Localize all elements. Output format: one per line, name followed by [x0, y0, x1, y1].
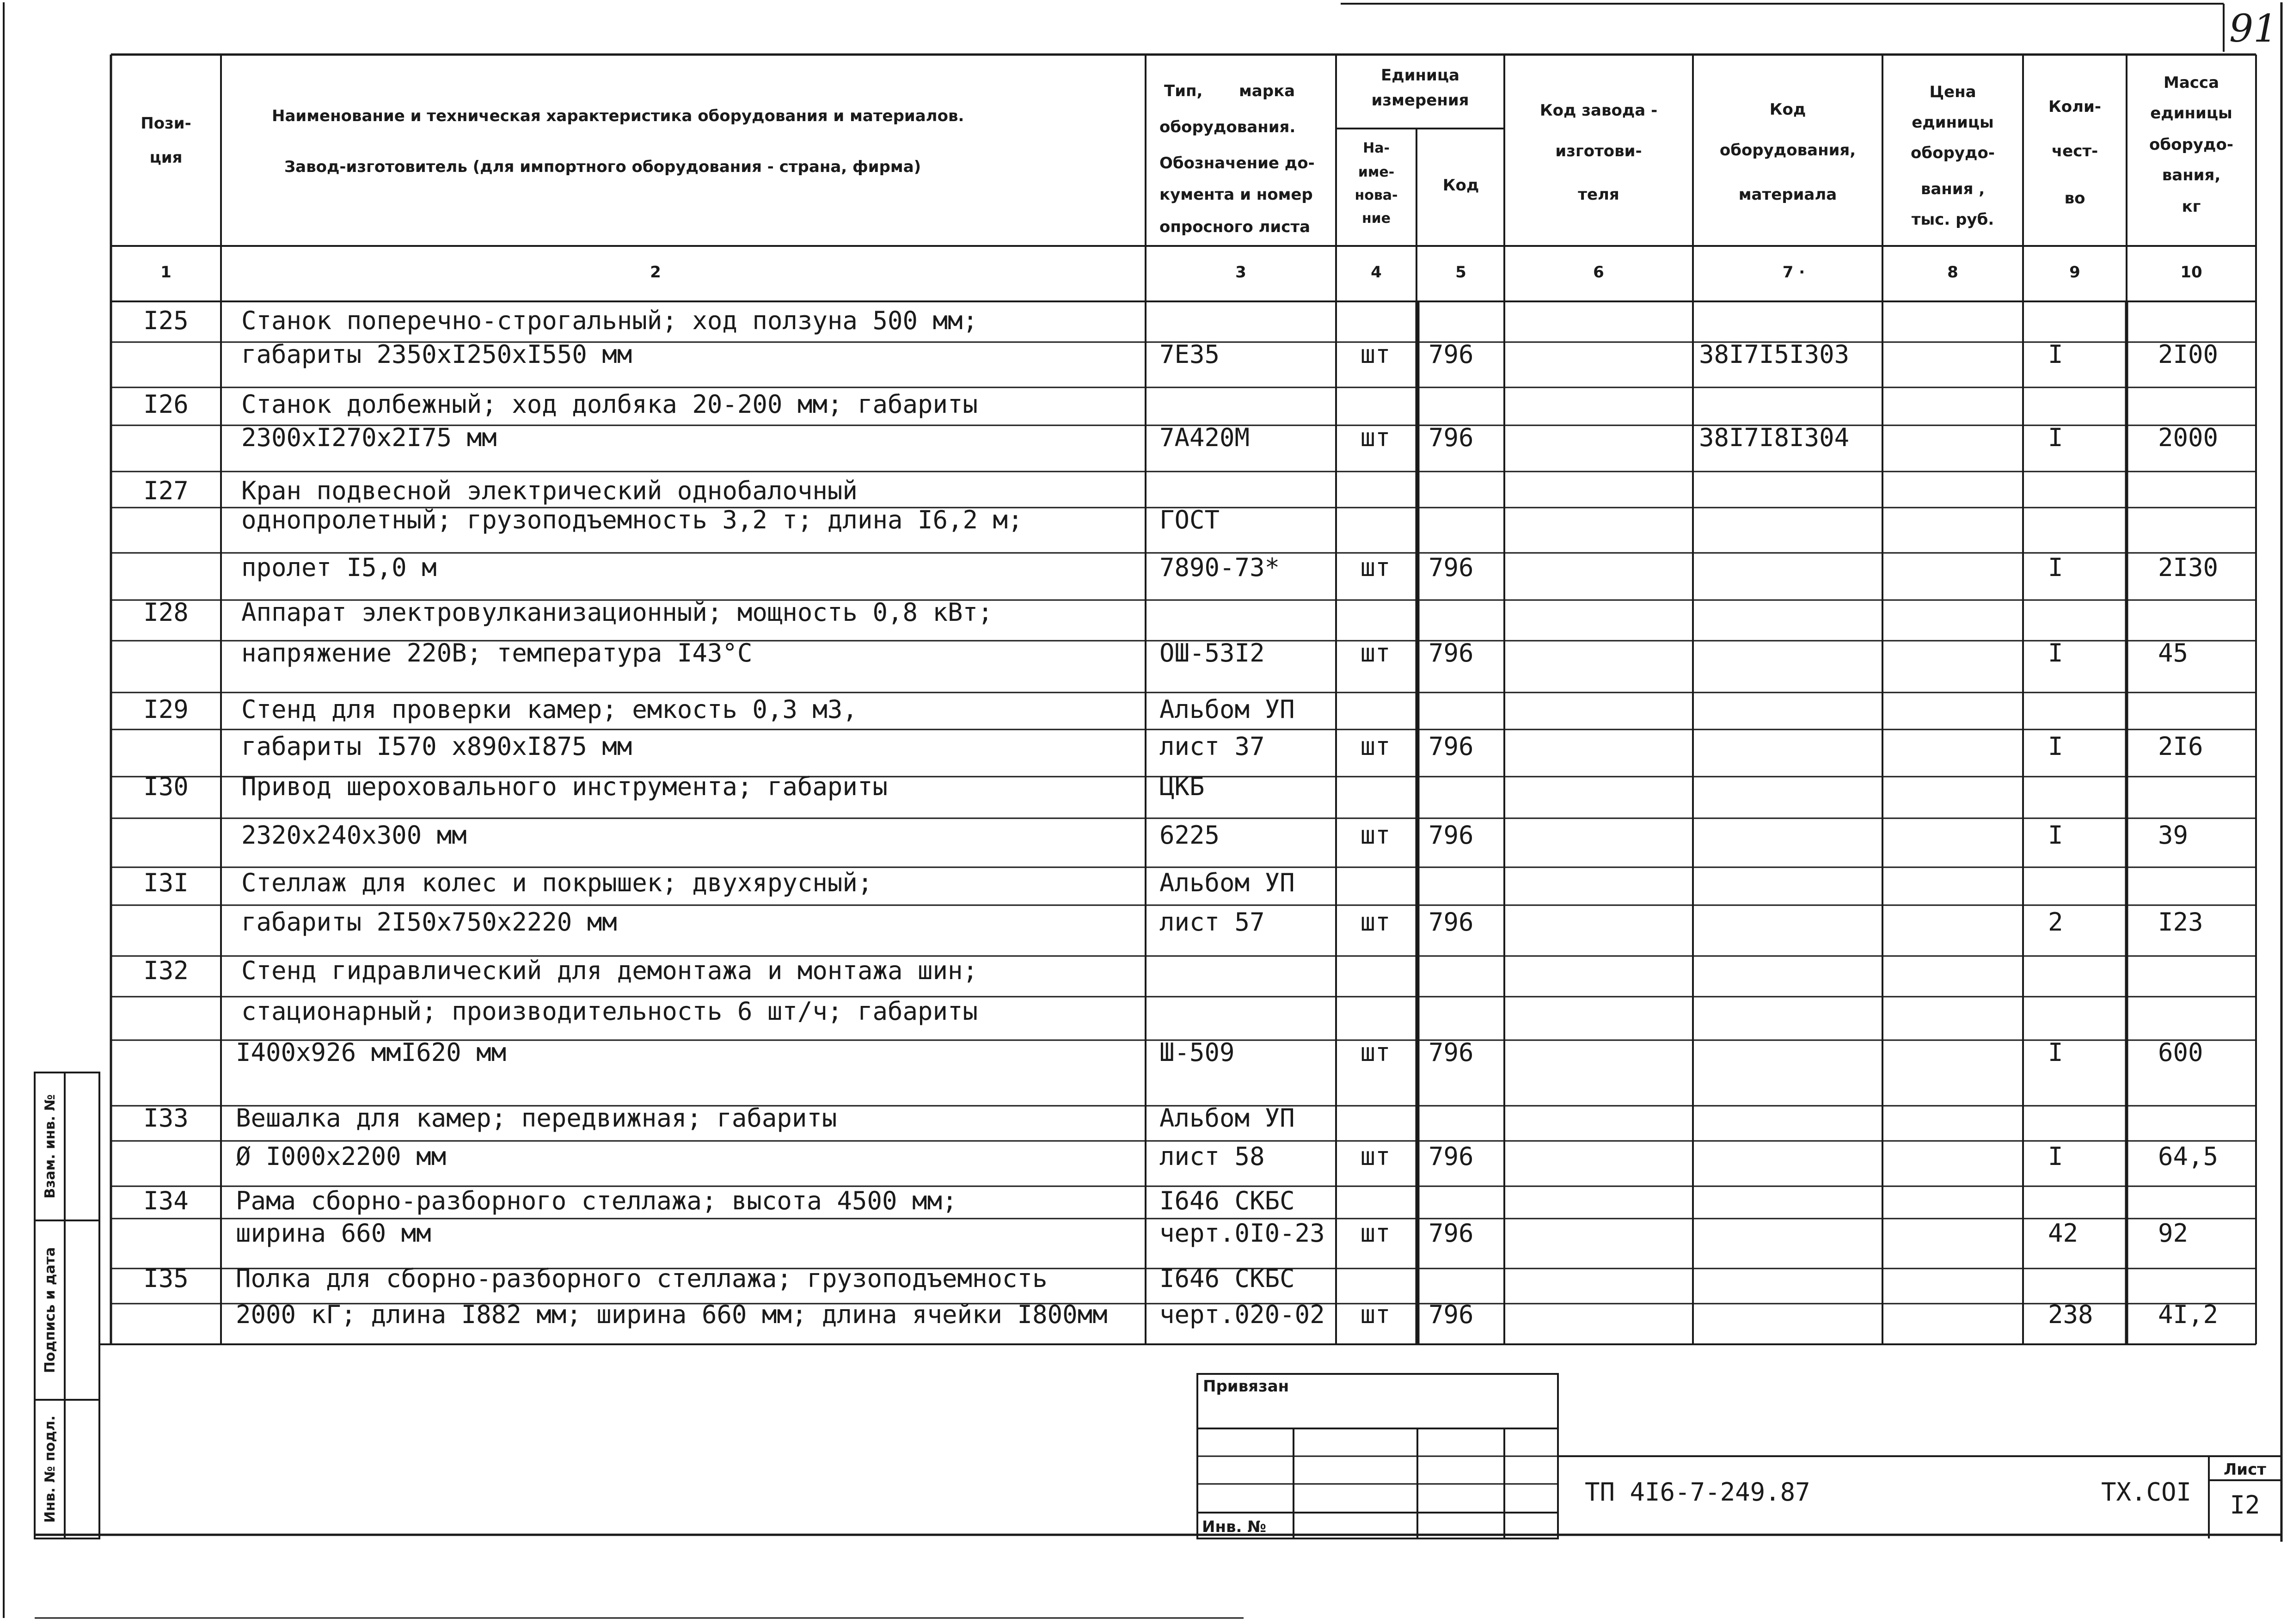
cell-code: 796 [1429, 423, 1474, 452]
cell-name: стационарный; производительность 6 шт/ч; габариты [241, 997, 978, 1026]
cell-unit: шт [1360, 1300, 1391, 1329]
table-row [143, 476, 858, 505]
cell-unit: шт [1360, 1038, 1391, 1067]
cell-type: 6225 [1159, 821, 1220, 850]
cell-unit: шт [1360, 340, 1391, 369]
cell-type: Альбом УП [1159, 1103, 1295, 1133]
colnum-8: 8 [1947, 263, 1958, 282]
header-col6-line3: теля [1578, 185, 1619, 204]
cell-mass: 2000 [2158, 423, 2219, 452]
side-stamp-signature-date: Подпись и дата [42, 1247, 58, 1373]
stamp-inv-no: Инв. № [1202, 1518, 1267, 1536]
cell-name: Аппарат электровулканизационный; мощность 0,8 кВт; [241, 598, 993, 627]
cell-name: Рама сборно-разборного стеллажа; высота 4500 мм; [236, 1186, 957, 1215]
header-col7-line1: Код [1769, 100, 1806, 119]
header-unit-line1: Единица [1381, 66, 1459, 85]
cell-type: 7А420М [1159, 423, 1250, 452]
header-col1-line2: ция [149, 148, 183, 167]
table-row [241, 821, 2188, 850]
table-row [236, 1142, 2218, 1171]
cell-name: Кран подвесной электрический однобалочный [241, 476, 858, 505]
cell-mass: 2I00 [2158, 340, 2219, 369]
cell-mass: 39 [2158, 821, 2189, 850]
header-col5: Код [1442, 176, 1479, 195]
table-row [143, 1186, 1294, 1215]
cell-mass: I23 [2158, 907, 2203, 937]
table-row [241, 732, 2203, 761]
header-col8-line4: вания , [1920, 180, 1985, 198]
cell-qty: I [2048, 340, 2063, 369]
header-col7-line2: оборудования, [1719, 141, 1856, 159]
table-row [143, 390, 978, 419]
cell-name: 2000 кГ; длина I882 мм; ширина 660 мм; длина ячейки I800мм [236, 1300, 1108, 1329]
cell-pos: I26 [143, 390, 189, 419]
colnum-7: 7 · [1782, 263, 1805, 282]
frame [4, 2, 2281, 1618]
cell-type: Альбом УП [1159, 868, 1295, 897]
cell-code7: 38I7I8I304 [1699, 423, 1850, 452]
header-col6-line2: изготови- [1555, 142, 1642, 160]
cell-mass: 2I6 [2158, 732, 2203, 761]
table-row [143, 868, 1294, 897]
table-row [241, 553, 2218, 582]
table-row [241, 997, 978, 1026]
cell-name: напряжение 220В; температура I43°С [241, 638, 753, 668]
header-col4-line2: име- [1358, 164, 1395, 180]
cell-unit: шт [1360, 423, 1391, 452]
cell-name: Вешалка для камер; передвижная; габариты [236, 1103, 837, 1133]
cell-type: I646 СКБС [1159, 1186, 1295, 1215]
cell-name: ширина 660 мм [236, 1219, 431, 1248]
table-row [143, 956, 978, 985]
colnum-1: 1 [160, 263, 172, 282]
cell-name: Станок долбежный; ход долбяка 20-200 мм; габариты [241, 390, 978, 419]
colnum-3: 3 [1235, 263, 1246, 282]
table-row [241, 907, 2203, 937]
cell-type: 7Е35 [1159, 340, 1220, 369]
colnum-2: 2 [650, 263, 661, 282]
page-number-handwritten: 91 [2229, 7, 2278, 51]
header-col8-line3: оборудо- [1911, 144, 1995, 162]
cell-unit: шт [1360, 732, 1391, 761]
cell-pos: I27 [143, 476, 189, 505]
table-row [143, 1103, 1294, 1133]
cell-qty: I [2048, 553, 2063, 582]
table-row [143, 306, 978, 335]
cell-qty: 238 [2048, 1300, 2093, 1329]
cell-name: 2320x240x300 мм [241, 821, 467, 850]
header-col10-line5: кг [2182, 197, 2201, 216]
cell-name: Стенд гидравлический для демонтажа и монтажа шин; [241, 956, 978, 985]
header-col6-line1: Код завода - [1539, 101, 1658, 120]
cell-code: 796 [1429, 340, 1474, 369]
table-row [241, 638, 2188, 668]
header-col10-line1: Масса [2163, 74, 2219, 92]
cell-type: 7890-73* [1159, 553, 1280, 582]
cell-pos: I32 [143, 956, 189, 985]
stamp-privyazan: Привязан [1203, 1377, 1289, 1396]
colnum-10: 10 [2180, 263, 2202, 282]
cell-unit: шт [1360, 821, 1391, 850]
cell-code: 796 [1429, 821, 1474, 850]
cell-unit: шт [1360, 1142, 1391, 1171]
colnum-4: 4 [1371, 263, 1382, 282]
header-col2-line1: Наименование и техническая характеристика оборудования и материалов. [272, 107, 964, 125]
cell-type: ГОСТ [1159, 505, 1220, 534]
header-unit-line2: измерения [1371, 91, 1469, 110]
header-col1-line1: Пози- [141, 114, 191, 133]
cell-pos: I25 [143, 306, 189, 335]
cell-name: I400x926 ммI620 мм [236, 1038, 507, 1067]
cell-pos: I28 [143, 598, 189, 627]
cell-pos: I35 [143, 1264, 189, 1293]
table-row [236, 1219, 2188, 1248]
side-stamp [35, 1072, 99, 1538]
cell-name: 2300xI270x2I75 мм [241, 423, 497, 452]
cell-qty: I [2048, 1038, 2063, 1067]
header-col4-line1: На- [1363, 140, 1390, 156]
header-col3-line1a: Тип, [1164, 82, 1203, 100]
header-col8-line5: тыс. руб. [1911, 210, 1994, 229]
cell-type: ОШ-53I2 [1159, 638, 1265, 668]
cell-code: 796 [1429, 638, 1474, 668]
header-col3-line5: опросного листа [1159, 218, 1311, 236]
cell-mass: 45 [2158, 638, 2189, 668]
cell-mass: 64,5 [2158, 1142, 2219, 1171]
cell-type: лист 57 [1159, 907, 1265, 937]
cell-name: пролет I5,0 м [241, 553, 437, 582]
cell-qty: I [2048, 423, 2063, 452]
cell-name: однопролетный; грузоподъемность 3,2 т; длина I6,2 м; [241, 505, 1023, 534]
stamp-doc-code: ТП 4I6-7-249.87 [1585, 1477, 1810, 1507]
cell-code: 796 [1429, 553, 1474, 582]
cell-name: Станок поперечно-строгальный; ход ползуна 500 мм; [241, 306, 978, 335]
cell-name: Полка для сборно-разборного стеллажа; грузоподъемность [236, 1264, 1048, 1293]
cell-name: габариты I570 x890xI875 мм [241, 732, 632, 761]
cell-type: черт.0I0-23 [1159, 1219, 1325, 1248]
colnum-5: 5 [1455, 263, 1466, 282]
table-header [141, 66, 2233, 282]
header-col3-line4: кумента и номер [1159, 185, 1313, 204]
cell-name: габариты 2I50x750x2220 мм [241, 907, 617, 937]
cell-name: габариты 2350xI250xI550 мм [241, 340, 632, 369]
table-row [236, 1038, 2203, 1067]
cell-pos: I30 [143, 772, 189, 801]
header-col8-line2: единицы [1912, 113, 1994, 132]
cell-code: 796 [1429, 1038, 1474, 1067]
cell-code: 796 [1429, 1300, 1474, 1329]
cell-unit: шт [1360, 1219, 1391, 1248]
cell-type: лист 37 [1159, 732, 1265, 761]
cell-unit: шт [1360, 638, 1391, 668]
table-row [143, 695, 1294, 724]
stamp-list-number: I2 [2230, 1490, 2260, 1520]
header-col10-line2: единицы [2150, 104, 2232, 123]
cell-type: I646 СКБС [1159, 1264, 1295, 1293]
cell-code7: 38I7I5I303 [1699, 340, 1850, 369]
cell-name: Ø I000x2200 мм [236, 1142, 447, 1171]
header-col3-line2: оборудования. [1159, 118, 1296, 136]
table-row [143, 598, 993, 627]
cell-pos: I3I [143, 868, 189, 897]
colnum-6: 6 [1593, 263, 1604, 282]
cell-mass: 600 [2158, 1038, 2203, 1067]
cell-name: Стеллаж для колес и покрышек; двухярусный; [241, 868, 873, 897]
header-col3-line3: Обозначение до- [1159, 154, 1315, 172]
cell-qty: I [2048, 638, 2063, 668]
cell-qty: I [2048, 1142, 2063, 1171]
cell-type: черт.020-02 [1159, 1300, 1325, 1329]
header-col2-line2: Завод-изготовитель (для импортного оборудования - страна, фирма) [284, 158, 921, 176]
cell-code: 796 [1429, 1142, 1474, 1171]
cell-unit: шт [1360, 907, 1391, 937]
cell-pos: I29 [143, 695, 189, 724]
cell-type: Альбом УП [1159, 695, 1295, 724]
header-col9-line3: во [2064, 189, 2085, 208]
header-col8-line1: Цена [1929, 83, 1976, 101]
side-stamp-original-inv: Инв. № подл. [42, 1415, 58, 1523]
cell-mass: 92 [2158, 1219, 2189, 1248]
cell-code: 796 [1429, 907, 1474, 937]
header-col4-line3: нова- [1355, 187, 1398, 203]
cell-name: Привод шероховального инструмента; габариты [241, 772, 888, 801]
header-col9-line2: чест- [2051, 142, 2098, 160]
cell-type: Ш-509 [1159, 1038, 1235, 1067]
cell-pos: I34 [143, 1186, 189, 1215]
cell-qty: I [2048, 732, 2063, 761]
header-col4-line4: ние [1361, 210, 1391, 227]
header-col3-line1b: марка [1239, 82, 1295, 100]
cell-unit: шт [1360, 553, 1391, 582]
cell-mass: 2I30 [2158, 553, 2219, 582]
cell-code: 796 [1429, 732, 1474, 761]
table-row [241, 505, 1220, 534]
header-col9-line1: Коли- [2048, 98, 2101, 116]
cell-code: 796 [1429, 1219, 1474, 1248]
cell-qty: I [2048, 821, 2063, 850]
cell-pos: I33 [143, 1103, 189, 1133]
cell-qty: 42 [2048, 1219, 2078, 1248]
stamp-list-label: Лист [2224, 1460, 2266, 1479]
colnum-9: 9 [2069, 263, 2080, 282]
cell-mass: 4I,2 [2158, 1300, 2219, 1329]
side-stamp-replaced-inv: Взам. инв. № [42, 1094, 58, 1199]
title-block [1197, 1374, 2281, 1538]
cell-name: Стенд для проверки камер; емкость 0,3 м3, [241, 695, 858, 724]
table-row [241, 423, 2218, 452]
stamp-sheet-code: ТХ.СОI [2101, 1477, 2192, 1507]
cell-type: ЦКБ [1159, 772, 1205, 801]
header-col7-line3: материала [1738, 185, 1837, 204]
cell-type: лист 58 [1159, 1142, 1265, 1171]
header-col10-line4: вания, [2162, 166, 2221, 184]
cell-qty: 2 [2048, 907, 2063, 937]
header-col10-line3: оборудо- [2149, 135, 2233, 154]
table-row [241, 340, 2218, 369]
